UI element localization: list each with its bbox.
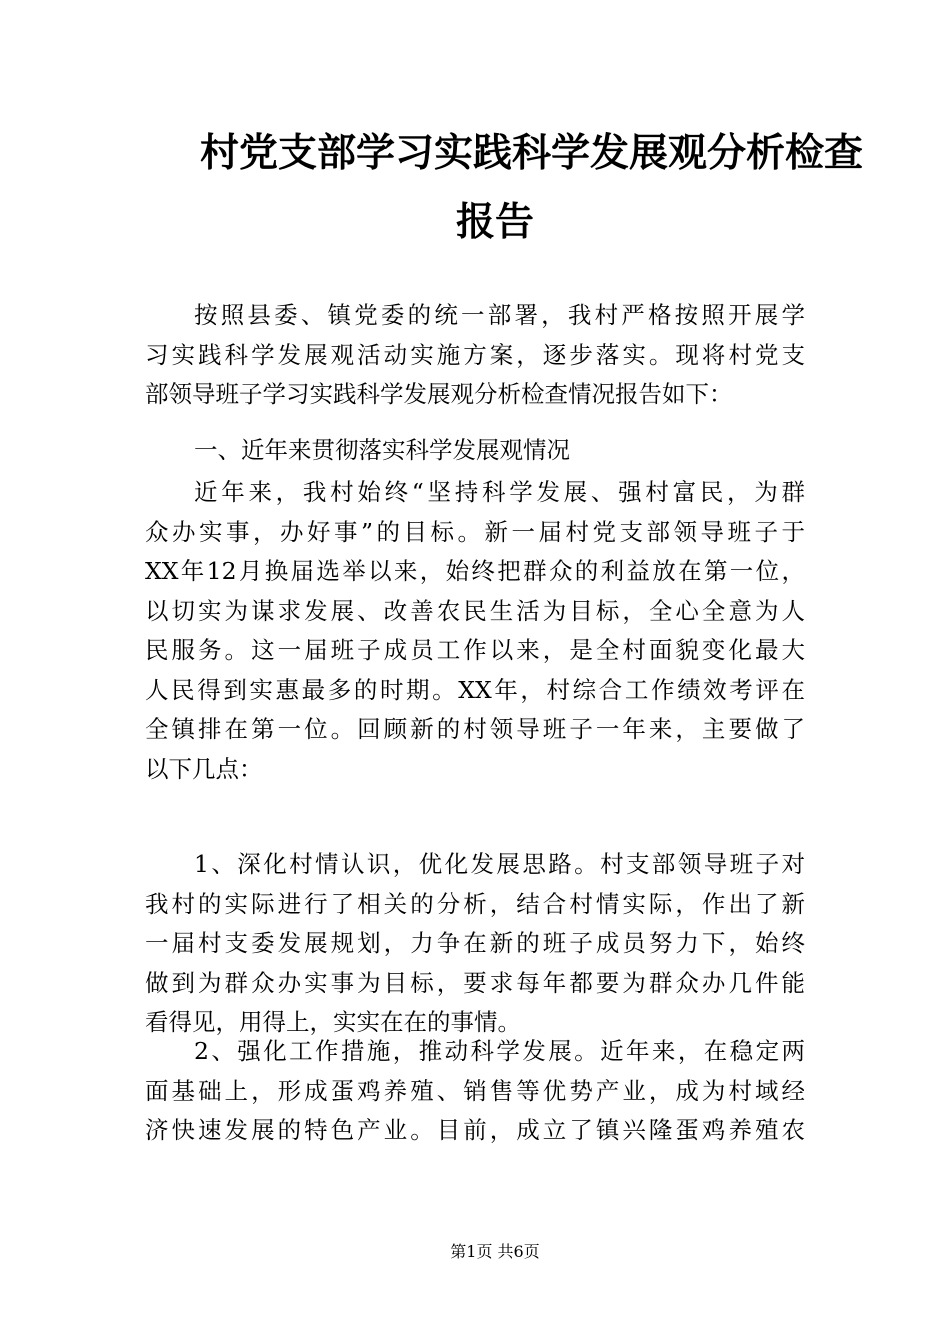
text-line: 济快速发展的特色产业。目前，成立了镇兴隆蛋鸡养殖农 (145, 1116, 805, 1144)
paragraph-point-2 (145, 1032, 805, 1151)
text-line: 做到为群众办实事为目标，要求每年都要为群众办几件能 (145, 968, 805, 997)
paragraph-overview (145, 473, 805, 789)
text-line: 看得见，用得上，实实在在的事情。 (145, 1008, 521, 1036)
text-line: 以切实为谋求发展、改善农民生活为目标，全心全意为人 (145, 596, 805, 625)
section-heading (145, 431, 805, 471)
text-line: 全镇排在第一位。回顾新的村领导班子一年来，主要做了 (145, 715, 805, 743)
text-line: 习实践科学发展观活动实施方案，逐步落实。现将村党支 (145, 340, 805, 369)
text-line: 2、强化工作措施，推动科学发展。近年来，在稳定两 (194, 1037, 805, 1065)
text-line: 面基础上，形成蛋鸡养殖、销售等优势产业，成为村域经 (145, 1076, 805, 1105)
text-line: 一届村支委发展规划，力争在新的班子成员努力下，始终 (145, 929, 805, 957)
document-title-line-2: 报告 (455, 199, 534, 245)
text-line: 部领导班子学习实践科学发展观分析检查情况报告如下： (145, 380, 733, 408)
paragraph-point-1 (145, 845, 805, 1043)
text-line: 人民得到实惠最多的时期。XX年，村综合工作绩效考评在 (145, 675, 805, 704)
text-line: 众办实事，办好事”的目标。新一届村党支部领导班子于 (145, 517, 805, 546)
paragraph-intro (145, 296, 805, 415)
text-line: 1、深化村情认识，优化发展思路。村支部领导班子对 (194, 850, 805, 878)
page-number-footer: 第1页 共6页 (450, 1242, 540, 1261)
text-line: XX年12月换届选举以来，始终把群众的利益放在第一位， (145, 557, 805, 585)
text-line: 按照县委、镇党委的统一部署，我村严格按照开展学 (194, 301, 805, 329)
document-title-line-1: 村党支部学习实践科学发展观分析检查 (200, 130, 864, 176)
text-line: 我村的实际进行了相关的分析，结合村情实际，作出了新 (145, 889, 805, 918)
text-line: 近年来，我村始终“坚持科学发展、强村富民，为群 (194, 478, 805, 506)
section-heading-text: 一、近年来贯彻落实科学发展观情况 (194, 436, 570, 464)
text-line: 以下几点： (145, 754, 263, 783)
text-line: 民服务。这一届班子成员工作以来，是全村面貌变化最大 (145, 636, 805, 664)
